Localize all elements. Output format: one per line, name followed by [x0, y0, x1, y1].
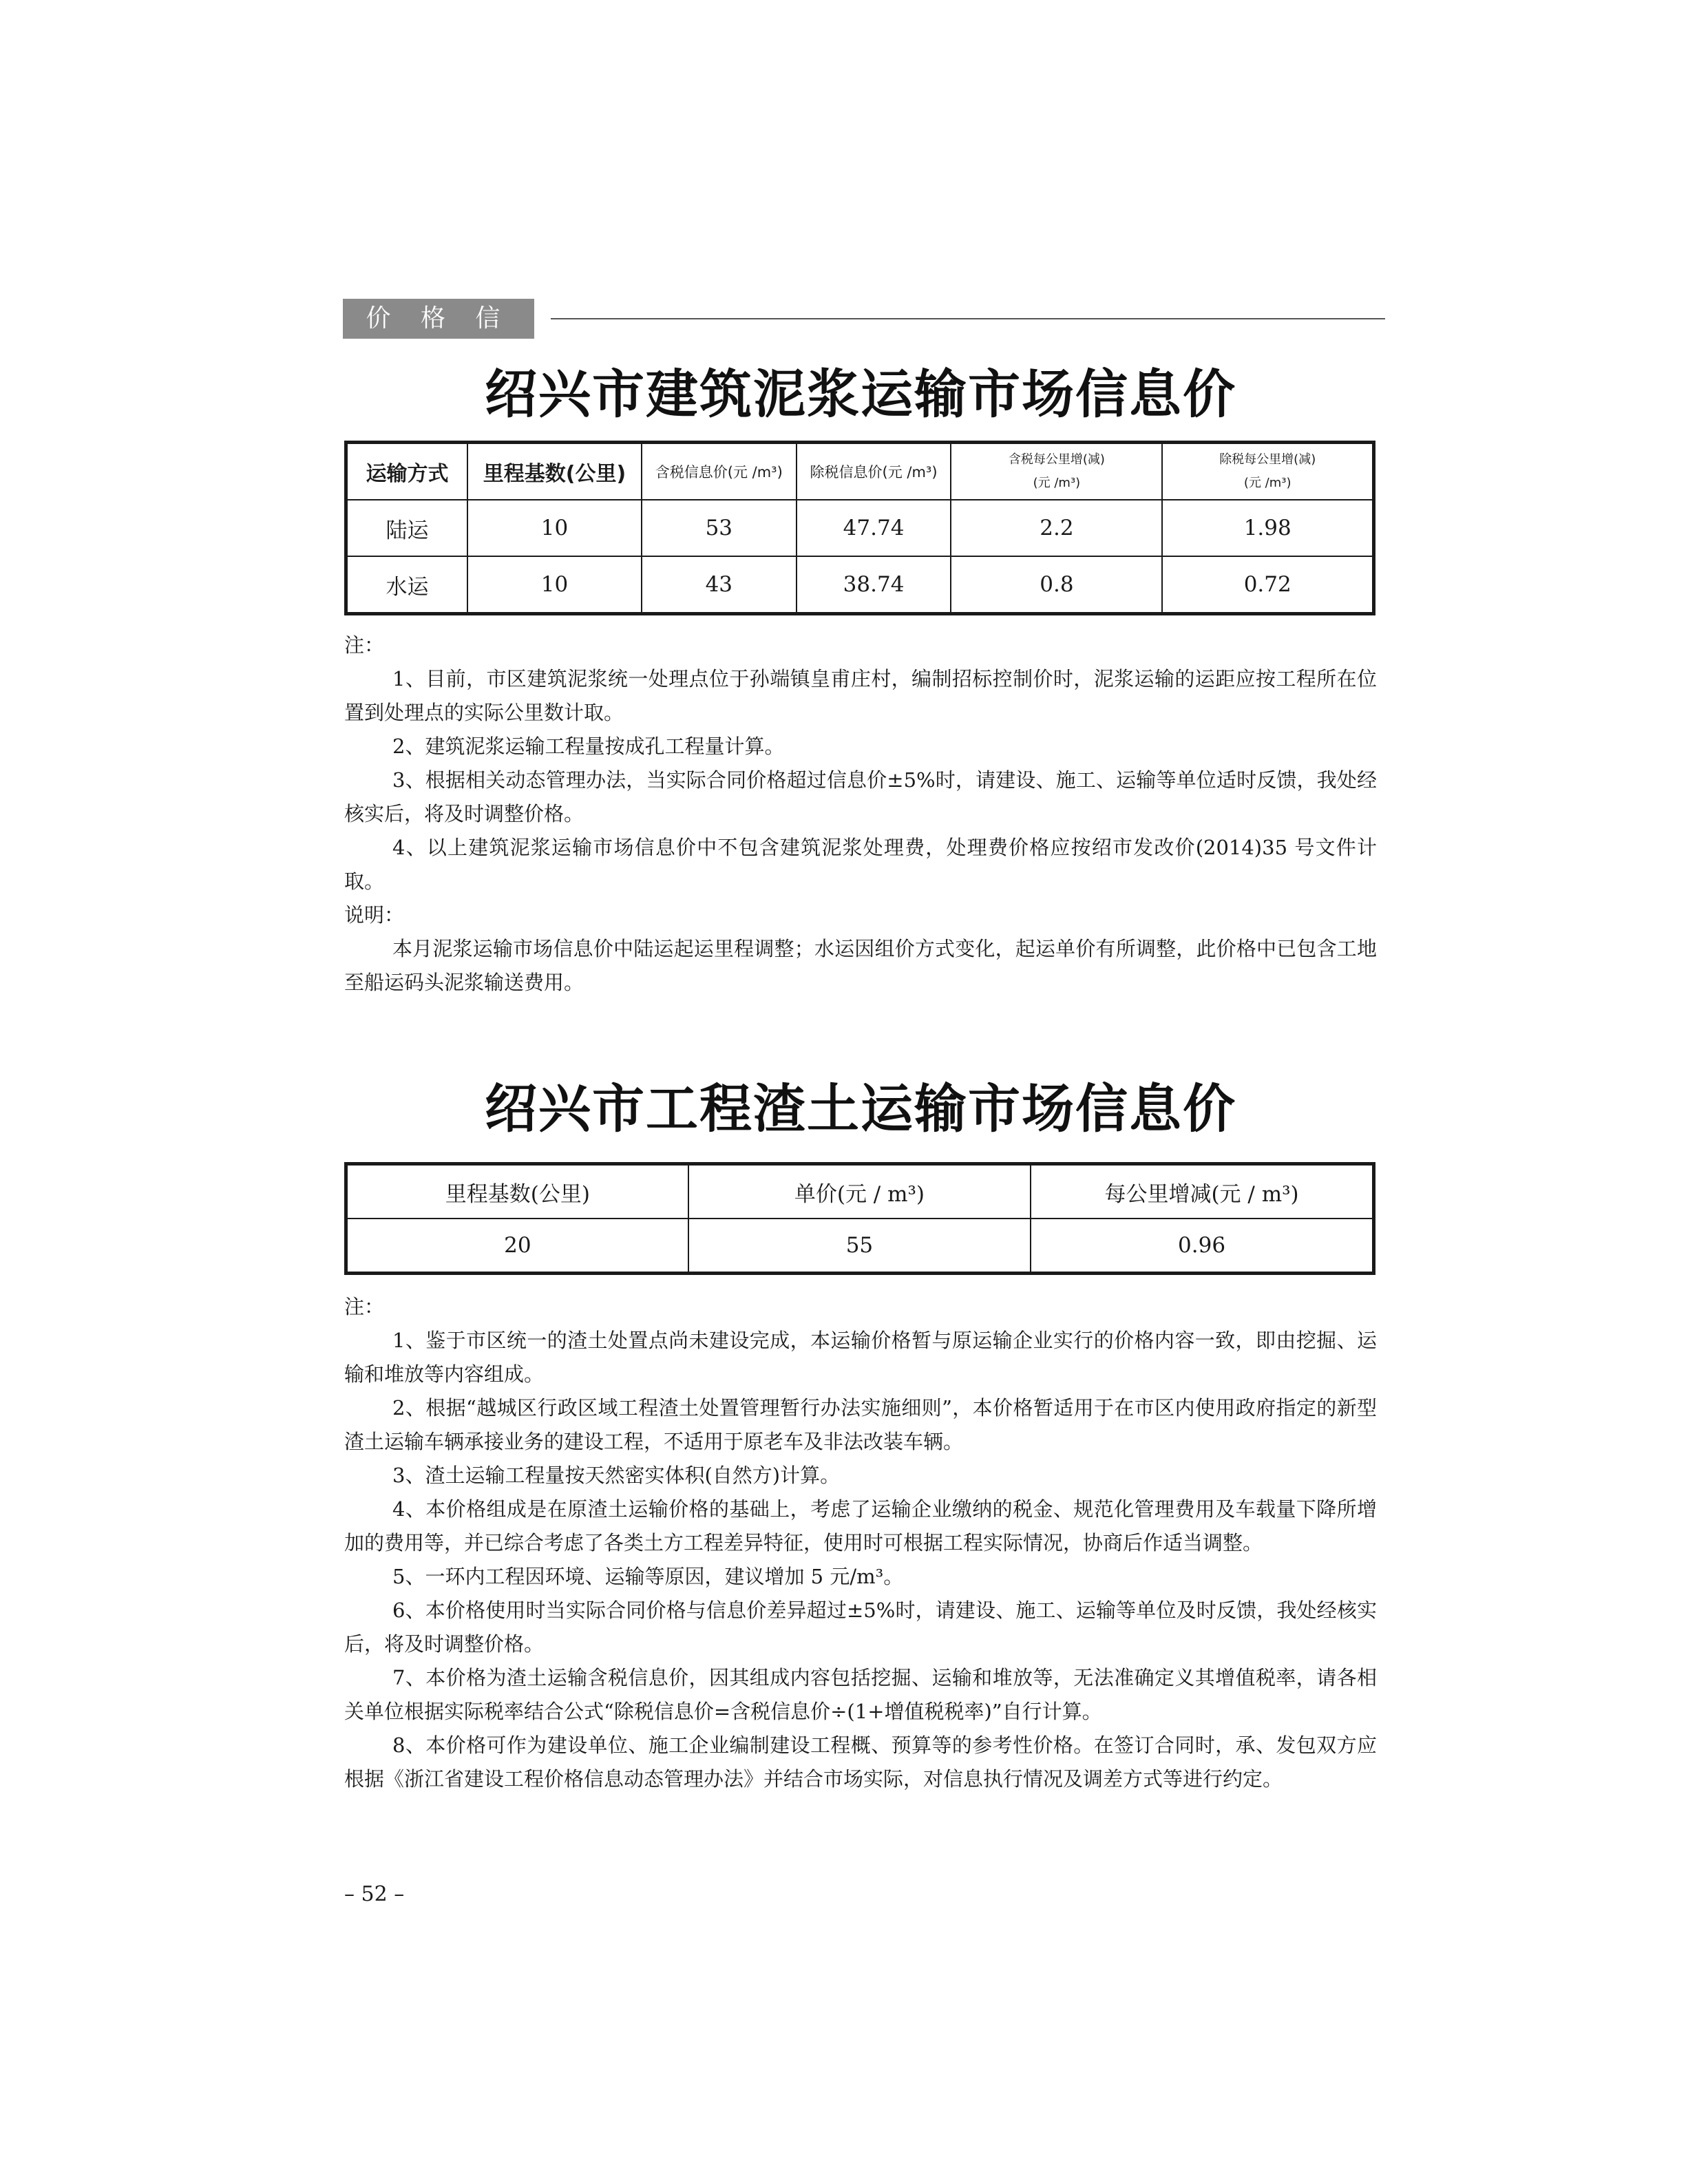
table-cell: 0.96 [1031, 1219, 1373, 1274]
table-cell: 陆运 [346, 500, 468, 556]
mud-col-header-line1: 除税每公里增(减) [1219, 452, 1316, 467]
table-cell: 水运 [346, 556, 468, 614]
note-item: 3、渣土运输工程量按天然密实体积(自然方)计算。 [392, 1464, 841, 1487]
note-item: 5、一环内工程因环境、运输等原因，建议增加 5 元/m³。 [392, 1565, 904, 1588]
table-cell: 38.74 [797, 556, 951, 614]
soil-notes [344, 1290, 1377, 1796]
table-cell: 0.72 [1162, 556, 1373, 614]
soil-col-header: 里程基数(公里) [346, 1164, 688, 1219]
note-item: 1、鉴于市区统一的渣土处置点尚未建设完成，本运输价格暂与原运输企业实行的价格内容一致，即由挖掘、运输和堆放等内容组成。 [344, 1329, 1377, 1386]
table-cell: 2.2 [951, 500, 1162, 556]
note-item: 7、本价格为渣土运输含税信息价，因其组成内容包括挖掘、运输和堆放等，无法准确定义其增值税率，请各相关单位根据实际税率结合公式“除税信息价=含税信息价÷(1+增值税税率)”自行计算。 [344, 1666, 1377, 1723]
note-item: 4、以上建筑泥浆运输市场信息价中不包含建筑泥浆处理费，处理费价格应按绍市发改价(2014)35 号文件计取。 [344, 836, 1377, 893]
table-row [346, 1219, 1374, 1274]
mud-col-header-line1: 含税每公里增(减) [1008, 452, 1105, 467]
soil-table-header [346, 1164, 1374, 1219]
note-item: 4、本价格组成是在原渣土运输价格的基础上，考虑了运输企业缴纳的税金、规范化管理费用及车载量下降所增加的费用等，并已综合考虑了各类土方工程差异特征，使用时可根据工程实际情况，协商后作适当调整。 [344, 1497, 1377, 1554]
table-cell: 10 [467, 500, 642, 556]
soil-col-header: 每公里增减(元 / m³) [1031, 1164, 1373, 1219]
note-item: 6、本价格使用时当实际合同价格与信息价差异超过±5%时，请建设、施工、运输等单位及时反馈，我处经核实后，将及时调整价格。 [344, 1599, 1377, 1656]
section-tag: 价 格 信 息 [343, 299, 534, 339]
note-item: 1、目前，市区建筑泥浆统一处理点位于孙端镇皇甫庄村，编制招标控制价时，泥浆运输的运距应按工程所在位置到处理点的实际公里数计取。 [344, 667, 1377, 724]
mud-price-table [344, 441, 1375, 615]
table-cell: 55 [688, 1219, 1031, 1274]
note-item: 8、本价格可作为建设单位、施工企业编制建设工程概、预算等的参考性价格。在签订合同时，承、发包双方应根据《浙江省建设工程价格信息动态管理办法》并结合市场实际，对信息执行情况及调差方式等进行约定。 [344, 1733, 1377, 1791]
explain-text: 本月泥浆运输市场信息价中陆运起运里程调整；水运因组价方式变化，起运单价有所调整，此价格中已包含工地至船运码头泥浆输送费用。 [344, 937, 1377, 994]
mud-col-header-line2: (元 /m³) [1033, 476, 1081, 490]
table-cell: 20 [346, 1219, 688, 1274]
table-cell: 53 [642, 500, 797, 556]
section-rule [551, 318, 1385, 319]
mud-col-header: 里程基数(公里) [467, 443, 642, 500]
soil-table-title: 绍兴市工程渣土运输市场信息价 [485, 1078, 1236, 1139]
notes-label: 注： [344, 633, 385, 657]
mud-col-header [951, 443, 1162, 500]
mud-col-header: 含税信息价(元 /m³) [642, 443, 797, 500]
table-cell: 0.8 [951, 556, 1162, 614]
mud-table-title: 绍兴市建筑泥浆运输市场信息价 [485, 363, 1236, 425]
mud-col-header [1162, 443, 1373, 500]
notes-label: 注： [344, 1295, 385, 1318]
page-number: – 52 – [344, 1882, 405, 1906]
note-item: 3、根据相关动态管理办法，当实际合同价格超过信息价±5%时，请建设、施工、运输等单位适时反馈，我处经核实后，将及时调整价格。 [344, 768, 1377, 825]
table-cell: 47.74 [797, 500, 951, 556]
table-cell: 1.98 [1162, 500, 1373, 556]
table-cell: 43 [642, 556, 797, 614]
mud-table-header [346, 443, 1374, 500]
mud-notes [344, 629, 1377, 1000]
mud-col-header: 除税信息价(元 /m³) [797, 443, 951, 500]
soil-col-header: 单价(元 / m³) [688, 1164, 1031, 1219]
table-row [346, 556, 1374, 614]
table-row [346, 500, 1374, 556]
table-cell: 10 [467, 556, 642, 614]
explain-label: 说明： [344, 903, 405, 927]
mud-col-header-line2: (元 /m³) [1243, 476, 1291, 490]
soil-price-table [344, 1162, 1375, 1275]
mud-col-header: 运输方式 [346, 443, 468, 500]
note-item: 2、建筑泥浆运输工程量按成孔工程量计算。 [392, 735, 785, 758]
note-item: 2、根据“越城区行政区域工程渣土处置管理暂行办法实施细则”，本价格暂适用于在市区内使用政府指定的新型渣土运输车辆承接业务的建设工程，不适用于原老车及非法改装车辆。 [344, 1396, 1377, 1453]
